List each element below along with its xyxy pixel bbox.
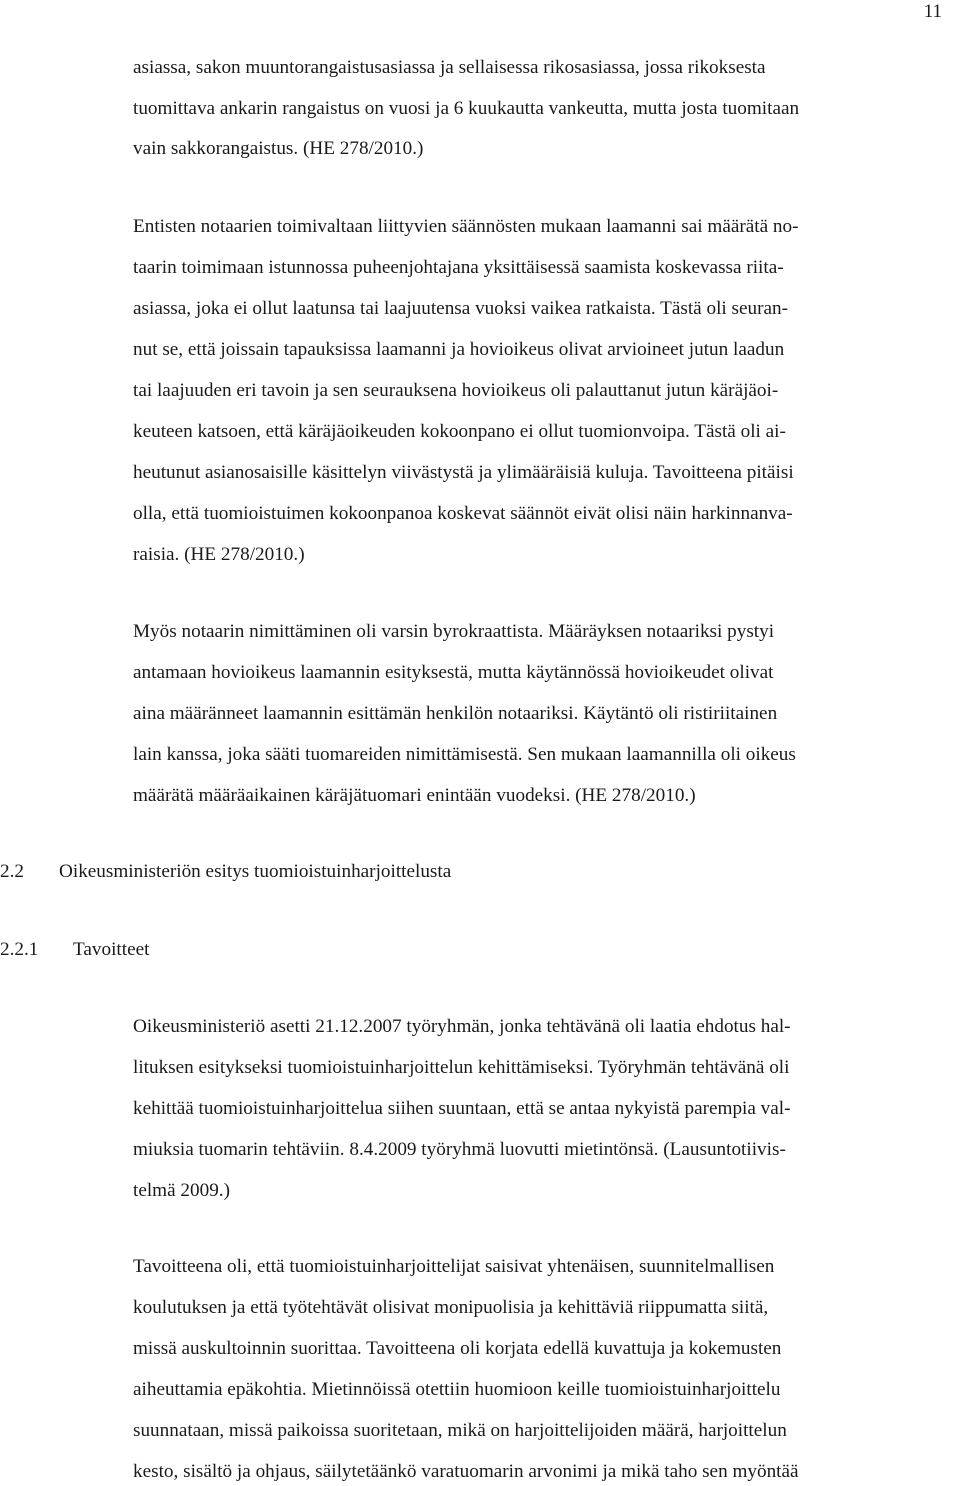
- paragraph-line: kehittää tuomioistuinharjoittelua siihen suuntaan, että se antaa nykyistä parempia val-: [133, 1098, 791, 1119]
- paragraph-line: koulutuksen ja että työtehtävät olisivat monipuolisia ja kehittäviä riippumatta siitä,: [133, 1297, 769, 1318]
- paragraph-line: olla, että tuomioistuimen kokoonpanoa koskevat säännöt eivät olisi näin harkinnanva-: [133, 503, 793, 524]
- paragraph-line: aiheuttamia epäkohtia. Mietinnöissä otettiin huomioon keille tuomioistuinharjoittelu: [133, 1379, 781, 1400]
- paragraph-line: aina määränneet laamannin esittämän henkilön notaariksi. Käytäntö oli ristiriitainen: [133, 703, 778, 724]
- paragraph-line: lituksen esitykseksi tuomioistuinharjoittelun kehittämiseksi. Työryhmän tehtävänä oli: [133, 1057, 790, 1078]
- paragraph-line: taarin toimimaan istunnossa puheenjohtajana yksittäisessä saamista koskevassa riita-: [133, 257, 784, 278]
- paragraph-line: asiassa, joka ei ollut laatunsa tai laajuutensa vuoksi vaikea ratkaista. Tästä oli seuran-: [133, 298, 789, 319]
- section-heading: [0, 860, 451, 884]
- page-number: 11: [923, 1, 942, 22]
- section-number: 2.2: [0, 861, 24, 882]
- paragraph-line: Oikeusministeriö asetti 21.12.2007 työryhmän, jonka tehtävänä oli laatia ehdotus hal-: [133, 1016, 791, 1037]
- subsection-number: 2.2.1: [0, 939, 39, 960]
- paragraph-line: telmä 2009.): [133, 1180, 230, 1201]
- section-title: Oikeusministeriön esitys tuomioistuinharjoittelusta: [59, 861, 452, 882]
- paragraph-line: Tavoitteena oli, että tuomioistuinharjoittelijat saisivat yhtenäisen, suunnitelmallisen: [133, 1256, 775, 1277]
- paragraph-line: suunnataan, missä paikoissa suoritetaan, mikä on harjoittelijoiden määrä, harjoittelun: [133, 1420, 787, 1441]
- paragraph-line: tai laajuuden eri tavoin ja sen seurauksena hovioikeus oli palauttanut jutun käräjäoi-: [133, 380, 779, 401]
- paragraph-line: määrätä määräaikainen käräjätuomari enintään vuodeksi. (HE 278/2010.): [133, 785, 696, 806]
- paragraph-line: asiassa, sakon muuntorangaistusasiassa ja sellaisessa rikosasiassa, jossa rikoksesta: [133, 57, 766, 78]
- paragraph-line: kesto, sisältö ja ohjaus, säilytetäänkö varatuomarin arvonimi ja mikä taho sen myöntää: [133, 1461, 799, 1482]
- paragraph-line: miuksia tuomarin tehtäviin. 8.4.2009 työryhmä luovutti mietintönsä. (Lausuntotiivis-: [133, 1139, 786, 1160]
- paragraph-line: lain kanssa, joka sääti tuomareiden nimittämisestä. Sen mukaan laamannilla oli oikeus: [133, 744, 796, 765]
- paragraph-line: nut se, että joissain tapauksissa laamanni ja hovioikeus olivat arvioineet jutun laadun: [133, 339, 785, 360]
- paragraph-line: Entisten notaarien toimivaltaan liittyvien säännösten mukaan laamanni sai määrätä no-: [133, 216, 799, 237]
- paragraph-line: Myös notaarin nimittäminen oli varsin byrokraattista. Määräyksen notaariksi pystyi: [133, 621, 775, 642]
- paragraph-line: keuteen katsoen, että käräjäoikeuden kokoonpano ei ollut tuomionvoipa. Tästä oli ai-: [133, 421, 786, 442]
- paragraph-line: antamaan hovioikeus laamannin esityksestä, mutta käytännössä hovioikeudet olivat: [133, 662, 774, 683]
- paragraph-line: raisia. (HE 278/2010.): [133, 544, 305, 565]
- subsection-heading: [0, 938, 149, 962]
- paragraph-line: heutunut asianosaisille käsittelyn viivästystä ja ylimääräisiä kuluja. Tavoitteena pitäisi: [133, 462, 794, 483]
- paragraph-line: tuomittava ankarin rangaistus on vuosi ja 6 kuukautta vankeutta, mutta josta tuomitaan: [133, 98, 800, 119]
- paragraph-line: missä auskultoinnin suorittaa. Tavoitteena oli korjata edellä kuvattuja ja kokemusten: [133, 1338, 782, 1359]
- subsection-title: Tavoitteet: [73, 939, 150, 960]
- paragraph-line: vain sakkorangaistus. (HE 278/2010.): [133, 138, 424, 159]
